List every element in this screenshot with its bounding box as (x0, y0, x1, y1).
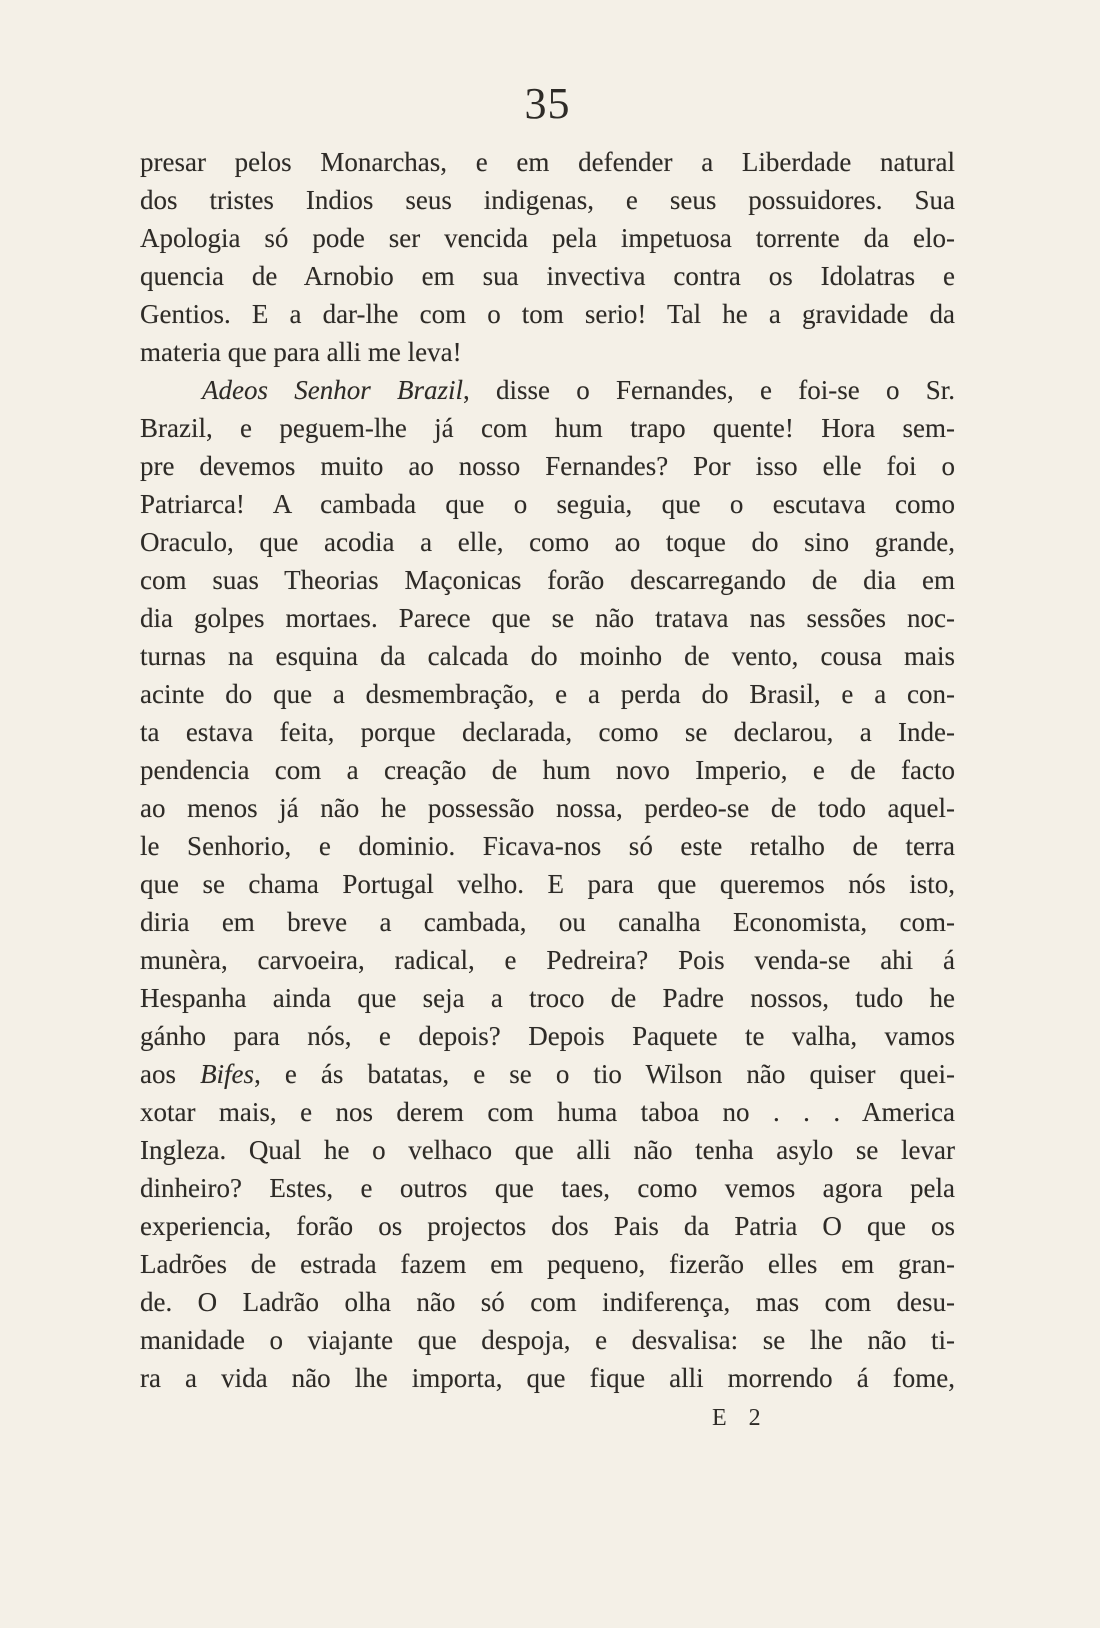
text-line: turnas na esquina da calcada do moinho de vento, cousa mais (140, 641, 955, 671)
text-line: Brazil, e peguem-lhe já com hum trapo quente! Hora sem- (140, 413, 955, 443)
text-line (140, 1055, 955, 1093)
text-line: gánho para nós, e depois? Depois Paquete te valha, vamos (140, 1021, 955, 1051)
text-line: presar pelos Monarchas, e em defender a Liberdade natural (140, 147, 955, 177)
text-line: ta estava feita, porque declarada, como se declarou, a Inde- (140, 717, 955, 747)
text-line: com suas Theorias Maçonicas forão descarregando de dia em (140, 565, 955, 595)
text-line: Oraculo, que acodia a elle, como ao toque do sino grande, (140, 527, 955, 557)
text-line: Ladrões de estrada fazem em pequeno, fizerão elles em gran- (140, 1249, 955, 1279)
text-line: xotar mais, e nos derem com huma taboa no . . . America (140, 1097, 955, 1127)
text-segment: aos (140, 1059, 201, 1089)
text-line: ao menos já não he possessão nossa, perdeo-se de todo aquel- (140, 793, 955, 823)
page-number: 35 (524, 79, 571, 128)
text-line: pre devemos muito ao nosso Fernandes? Por isso elle foi o (140, 451, 955, 481)
text-line: munèra, carvoeira, radical, e Pedreira? Pois venda-se ahi á (140, 945, 955, 975)
text-line: quencia de Arnobio em sua invectiva contra os Idolatras e (140, 261, 955, 291)
text-line: de. O Ladrão olha não só com indiferença, mas com desu- (140, 1287, 955, 1317)
text-line: diria em breve a cambada, ou canalha Economista, com- (140, 907, 955, 937)
text-segment: , disse o Fernandes, e foi-se o Sr. (463, 375, 955, 405)
signature-mark: E 2 (712, 1405, 767, 1431)
text-line: Patriarca! A cambada que o seguia, que o escutava como (140, 489, 955, 519)
text-line: dia golpes mortaes. Parece que se não tratava nas sessões noc- (140, 603, 955, 633)
text-line: Ingleza. Qual he o velhaco que alli não tenha asylo se levar (140, 1135, 955, 1165)
paragraph-start-line (140, 371, 955, 409)
text-line: le Senhorio, e dominio. Ficava-nos só este retalho de terra (140, 831, 955, 861)
text-line: ra a vida não lhe importa, que fique alli morrendo á fome, (140, 1363, 955, 1393)
italic-phrase: Adeos Senhor Brazil (202, 375, 463, 405)
italic-word: Bifes (200, 1059, 255, 1089)
text-line: que se chama Portugal velho. E para que queremos nós isto, (140, 869, 955, 899)
text-segment: , e ás batatas, e se o tio Wilson não quiser quei- (254, 1059, 955, 1089)
text-line: Hespanha ainda que seja a troco de Padre nossos, tudo he (140, 983, 955, 1013)
text-line: dinheiro? Estes, e outros que taes, como vemos agora pela (140, 1173, 955, 1203)
body-text (140, 143, 955, 1397)
text-line: manidade o viajante que despoja, e desvalisa: se lhe não ti- (140, 1325, 955, 1355)
text-line: dos tristes Indios seus indigenas, e seus possuidores. Sua (140, 185, 955, 215)
paragraph-end-line: materia que para alli me leva! (140, 337, 462, 367)
text-line: Apologia só pode ser vencida pela impetuosa torrente da elo- (140, 223, 955, 253)
text-line: pendencia com a creação de hum novo Imperio, e de facto (140, 755, 955, 785)
text-line: Gentios. E a dar-lhe com o tom serio! Tal he a gravidade da (140, 299, 955, 329)
text-line: acinte do que a desmembração, e a perda do Brasil, e a con- (140, 679, 955, 709)
text-line: experiencia, forão os projectos dos Pais da Patria O que os (140, 1211, 955, 1241)
